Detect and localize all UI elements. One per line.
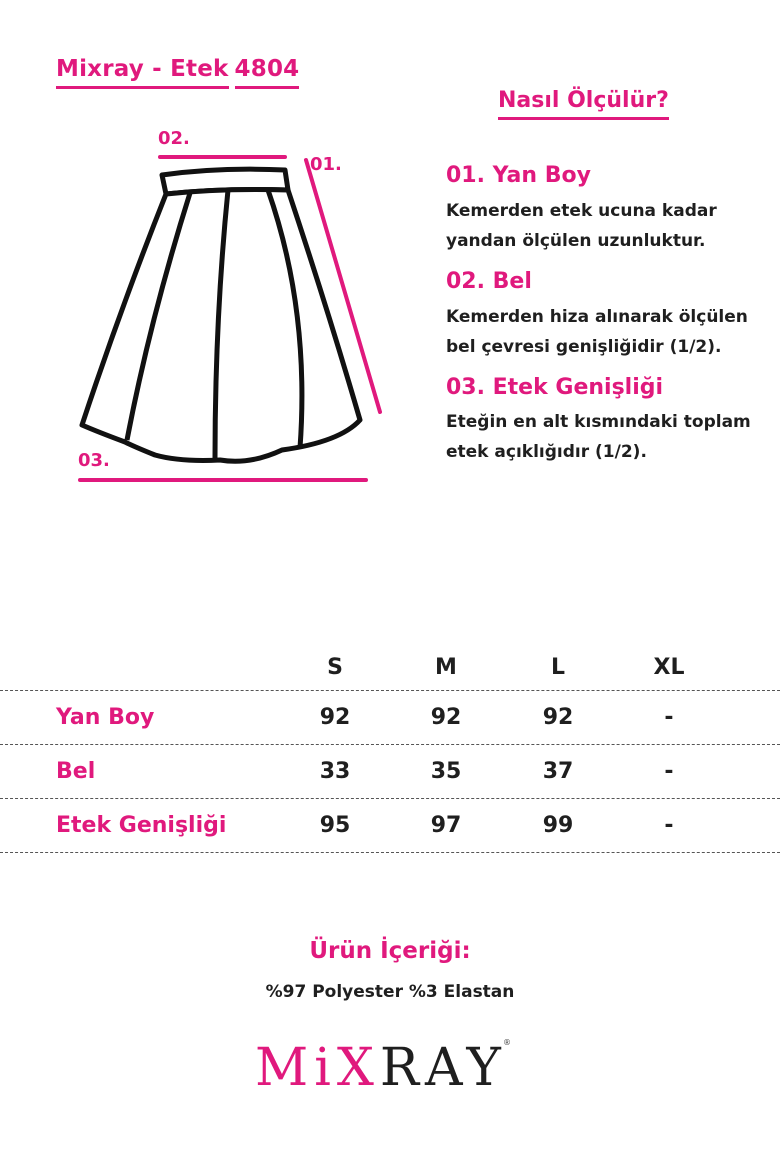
- row-label-etek-genisligi: Etek Genişliği: [56, 813, 227, 838]
- registered-mark: ®: [503, 1038, 517, 1047]
- measure-desc-1: [446, 196, 766, 256]
- table-row: [0, 691, 780, 745]
- table-cell: 37: [542, 759, 574, 784]
- brand-logo: [255, 1038, 525, 1098]
- size-table: [0, 645, 780, 853]
- measure-heading-3: 03. Etek Genişliği: [446, 375, 664, 400]
- table-cell: 35: [430, 759, 462, 784]
- product-title: [56, 56, 299, 89]
- table-row: [0, 745, 780, 799]
- measure-heading-1: 01. Yan Boy: [446, 163, 591, 188]
- measure-heading-2: 02. Bel: [446, 269, 532, 294]
- measure-desc-2: [446, 302, 766, 362]
- row-label-yan-boy: Yan Boy: [56, 705, 155, 730]
- label-03: 03.: [78, 450, 110, 471]
- row-label-bel: Bel: [56, 759, 96, 784]
- table-cell: 92: [319, 705, 351, 730]
- size-header-s: S: [327, 655, 343, 680]
- measure-desc-3: [446, 407, 766, 467]
- table-row: [0, 799, 780, 853]
- table-cell: 92: [430, 705, 462, 730]
- label-02: 02.: [158, 128, 190, 149]
- how-to-measure-title: [498, 88, 669, 120]
- product-name: Mixray - Etek: [56, 56, 229, 89]
- how-to-measure-title-text: Nasıl Ölçülür?: [498, 88, 669, 120]
- size-header-l: L: [550, 655, 566, 680]
- logo-part-2: RAY: [379, 1038, 507, 1098]
- table-cell: 95: [319, 813, 351, 838]
- content-value: %97 Polyester %3 Elastan: [265, 982, 515, 1002]
- measure-desc-3-line1: Eteğin en alt kısmındaki toplam: [446, 412, 751, 432]
- skirt-illustration: [70, 120, 400, 490]
- table-cell: -: [664, 759, 674, 784]
- size-header-m: M: [435, 655, 457, 680]
- measure-desc-1-line2: yandan ölçülen uzunluktur.: [446, 231, 706, 251]
- table-cell: 99: [542, 813, 574, 838]
- product-code: 4804: [235, 56, 300, 89]
- table-cell: 33: [319, 759, 351, 784]
- table-cell: 92: [542, 705, 574, 730]
- size-table-header: [0, 645, 780, 691]
- measure-desc-1-line1: Kemerden etek ucuna kadar: [446, 201, 717, 221]
- table-cell: -: [664, 705, 674, 730]
- skirt-diagram: [70, 120, 400, 494]
- label-01: 01.: [310, 154, 342, 175]
- logo-part-1: MiX: [255, 1038, 380, 1098]
- size-header-xl: XL: [653, 655, 685, 680]
- content-title: Ürün İçeriği:: [309, 938, 471, 964]
- table-cell: -: [664, 813, 674, 838]
- table-cell: 97: [430, 813, 462, 838]
- measure-desc-2-line1: Kemerden hiza alınarak ölçülen: [446, 307, 748, 327]
- measure-desc-3-line2: etek açıklığıdır (1/2).: [446, 442, 647, 462]
- measure-desc-2-line2: bel çevresi genişliğidir (1/2).: [446, 337, 722, 357]
